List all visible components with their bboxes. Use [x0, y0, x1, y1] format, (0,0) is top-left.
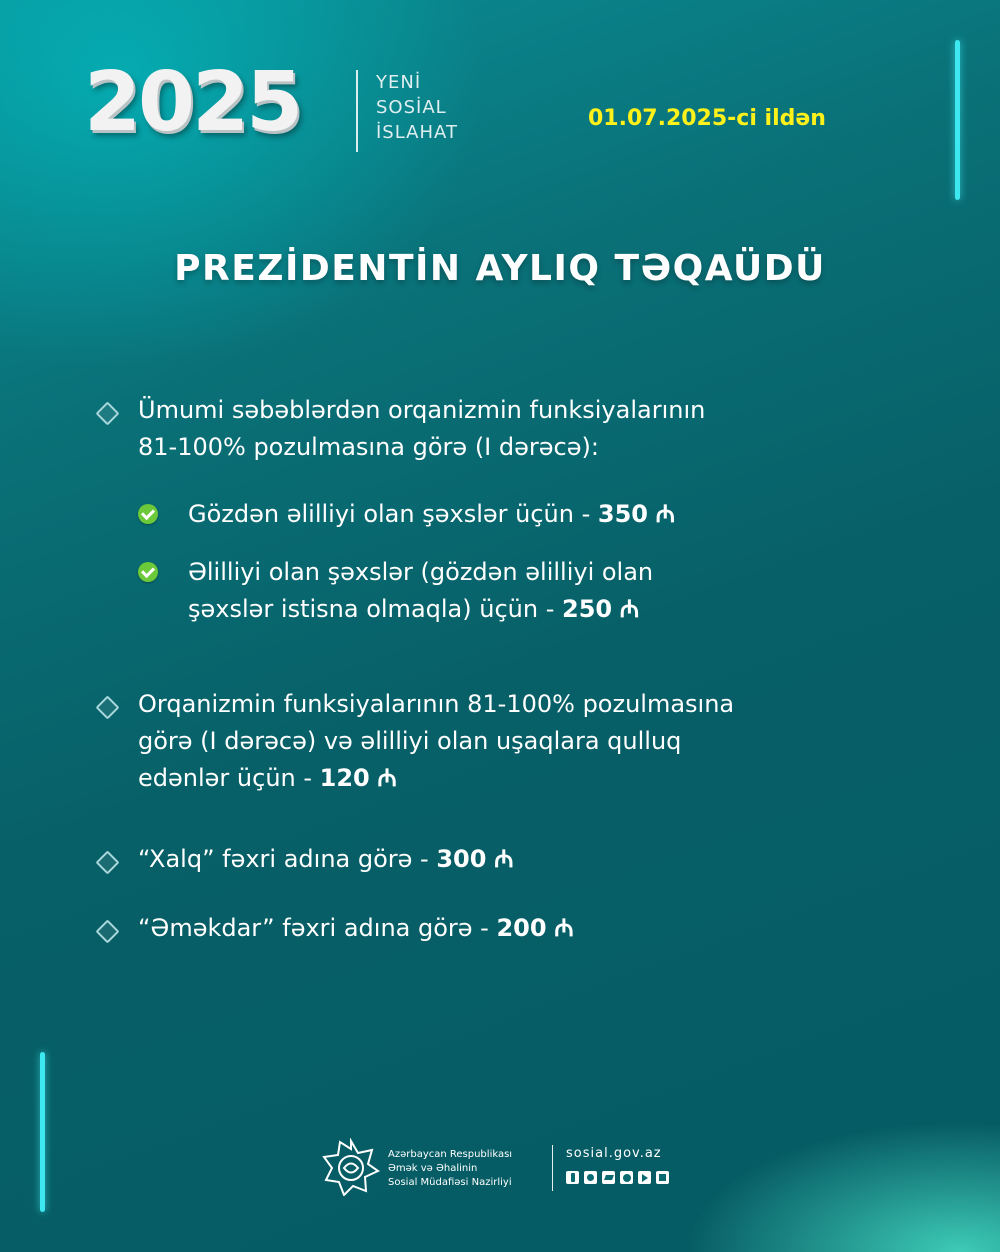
- sub-list-item: [188, 496, 675, 533]
- list-item-text: görə (I dərəcə) və əlilliyi olan uşaqlara qulluq: [138, 727, 682, 755]
- list-item-text: “Əməkdar” fəxri adına görə -: [138, 914, 497, 942]
- list-item: [138, 841, 514, 878]
- list-item-text: “Xalq” fəxri adına görə -: [138, 845, 437, 873]
- logo-divider: [356, 70, 358, 152]
- facebook-icon[interactable]: [566, 1171, 579, 1184]
- logo-tagline-line: YENİ: [376, 72, 422, 93]
- list-item-text: Ümumi səbəblərdən orqanizmin funksiyalarının: [138, 396, 706, 424]
- logo-tagline-line: İSLAHAT: [376, 122, 458, 143]
- diamond-bullet-icon: [95, 695, 119, 719]
- ministry-name-line: Sosial Müdafiəsi Nazirliyi: [388, 1177, 512, 1188]
- sub-list-item-text: şəxslər istisna olmaqla) üçün -: [188, 595, 562, 623]
- sub-list-item: [188, 554, 653, 628]
- check-icon: [138, 562, 158, 582]
- list-item: [138, 910, 574, 947]
- diamond-bullet-icon: [95, 850, 119, 874]
- amount-value: 120: [319, 764, 370, 792]
- logo-year: 2025: [84, 55, 301, 150]
- website-link[interactable]: sosial.gov.az: [566, 1146, 662, 1161]
- linkedin-icon[interactable]: [656, 1171, 669, 1184]
- list-item-text: edənlər üçün -: [138, 764, 320, 792]
- diamond-bullet-icon: [95, 919, 119, 943]
- list-item-line: [138, 910, 574, 947]
- amount-value: 200: [496, 914, 547, 942]
- telegram-icon[interactable]: [602, 1171, 615, 1184]
- whatsapp-icon[interactable]: [620, 1171, 633, 1184]
- manat-icon: ₼: [655, 500, 676, 528]
- list-item-line: [138, 760, 734, 797]
- list-item: [138, 392, 705, 466]
- footer-divider: [552, 1145, 553, 1191]
- page-title: PREZİDENTİN AYLIQ TƏQAÜDÜ: [174, 248, 826, 289]
- amount-value: 250: [562, 595, 613, 623]
- list-item-text: 81-100% pozulmasına görə (I dərəcə):: [138, 433, 599, 461]
- list-item: [138, 686, 734, 797]
- accent-line-bottom: [40, 1052, 45, 1212]
- manat-icon: ₼: [619, 595, 640, 623]
- manat-icon: ₼: [377, 764, 397, 792]
- ministry-name-line: Əmək və Əhalinin: [388, 1163, 478, 1174]
- instagram-icon[interactable]: [584, 1171, 597, 1184]
- list-item-text: Orqanizmin funksiyalarının 81-100% pozulmasına: [138, 690, 735, 718]
- logo-tagline-line: SOSİAL: [376, 97, 447, 118]
- sub-list-item-text: Gözdən əlilliyi olan şəxslər üçün -: [188, 500, 598, 528]
- social-links: [566, 1171, 669, 1184]
- list-item-line: [138, 841, 514, 878]
- ministry-name: [388, 1148, 512, 1190]
- diamond-bullet-icon: [95, 401, 119, 425]
- ministry-name-line: Azərbaycan Respublikası: [388, 1149, 513, 1160]
- sub-list-item-line: [188, 591, 653, 628]
- sub-list-item-line: [188, 496, 675, 533]
- amount-value: 350: [597, 500, 648, 528]
- amount-value: 300: [436, 845, 487, 873]
- effective-date: 01.07.2025-ci ildən: [588, 106, 826, 131]
- manat-icon: ₼: [494, 845, 514, 873]
- check-icon: [138, 504, 158, 524]
- youtube-icon[interactable]: [638, 1171, 651, 1184]
- manat-icon: ₼: [554, 914, 574, 942]
- sub-list-item-text: Əlilliyi olan şəxslər (gözdən əlilliyi olan: [188, 558, 654, 586]
- accent-line-top: [955, 40, 960, 200]
- logo-tagline: [376, 70, 458, 145]
- ministry-emblem-icon: [322, 1138, 380, 1196]
